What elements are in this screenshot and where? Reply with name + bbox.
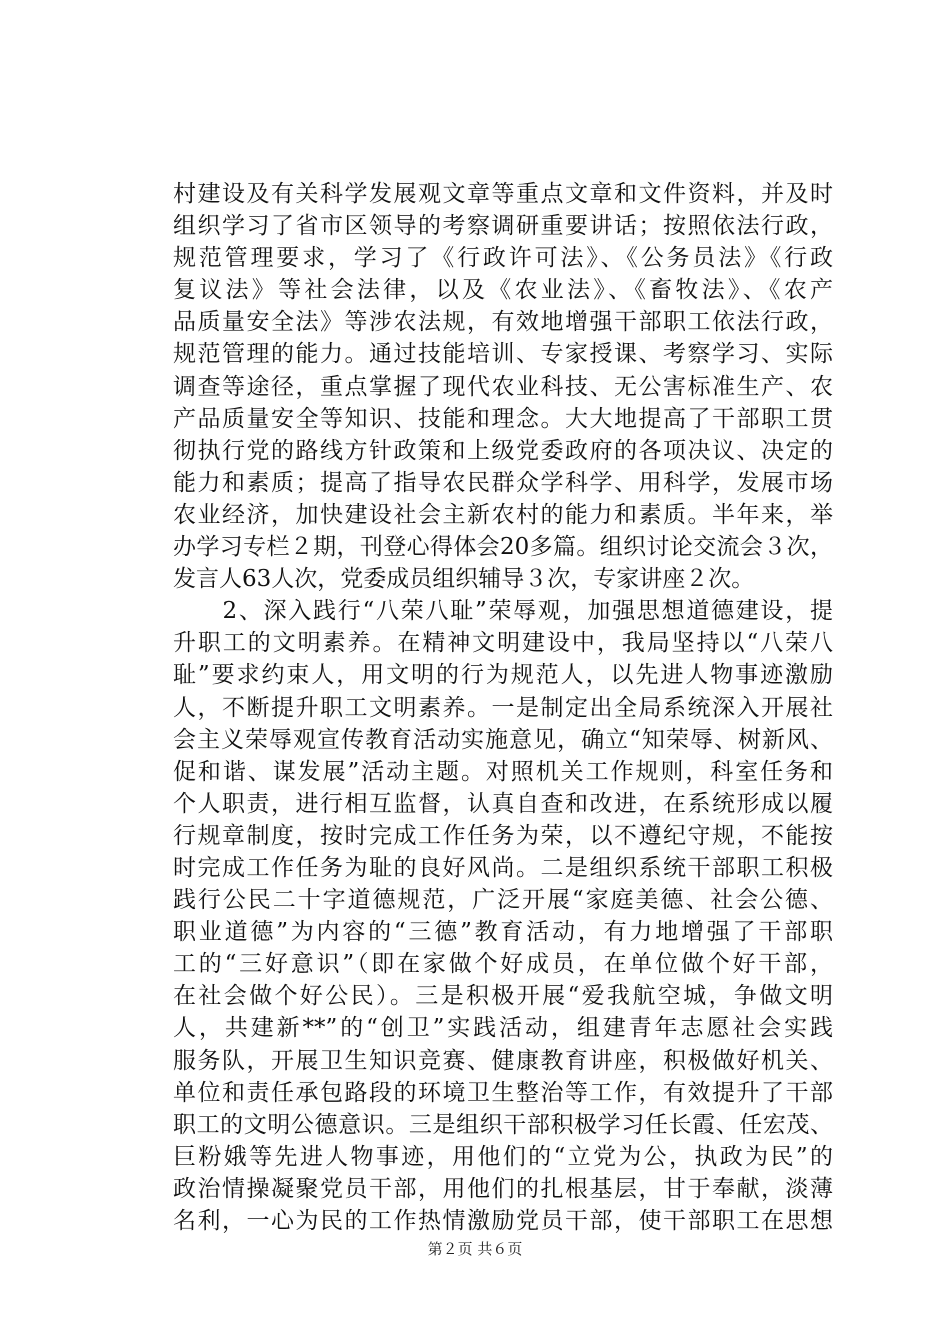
text-line: 单位和责任承包路段的环境卫生整治等工作，有效提升了干部 (173, 1079, 833, 1106)
text-line: 职业道德”为内容的“三德”教育活动，有力地增强了干部职 (173, 919, 833, 946)
text-line: 产品质量安全等知识、技能和理念。大大地提高了干部职工贯 (173, 405, 833, 432)
text-line: 促和谐、谋发展”活动主题。对照机关工作规则，科室任务和 (173, 758, 833, 785)
text-line: 践行公民二十字道德规范，广泛开展“家庭美德、社会公德、 (173, 887, 833, 914)
text-line: 服务队，开展卫生知识竞赛、健康教育讲座，积极做好机关、 (173, 1047, 833, 1074)
text-line: 农业经济，加快建设社会主新农村的能力和素质。半年来，举 (173, 501, 833, 528)
text-line: 行规章制度，按时完成工作任务为荣，以不遵纪守规，不能按 (173, 822, 833, 849)
text-line: 人，共建新**”的“创卫”实践活动，组建青年志愿社会实践 (173, 1015, 833, 1042)
text-line: 会主义荣辱观宣传教育活动实施意见，确立“知荣辱、树新风、 (173, 726, 833, 753)
text-line: 规范管理要求，学习了《行政许可法》、《公务员法》《行政 (173, 245, 833, 272)
text-line: 耻”要求约束人，用文明的行为规范人，以先进人物事迹激励 (173, 662, 833, 689)
text-line: 巨粉娥等先进人物事迹，用他们的“立党为公，执政为民”的 (173, 1143, 833, 1170)
text-line: 2、深入践行“八荣八耻”荣辱观，加强思想道德建设，提 (173, 598, 833, 625)
text-line: 政治情操凝聚党员干部，用他们的扎根基层，甘于奉献，淡薄 (173, 1175, 833, 1202)
text-line: 规范管理的能力。通过技能培训、专家授课、考察学习、实际 (173, 341, 833, 368)
text-line: 时完成工作任务为耻的良好风尚。二是组织系统干部职工积极 (173, 854, 833, 881)
text-line: 彻执行党的路线方针政策和上级党委政府的各项决议、决定的 (173, 437, 833, 464)
text-line: 职工的文明公德意识。三是组织干部积极学习任长霞、任宏茂、 (173, 1111, 833, 1138)
text-line: 品质量安全法》等涉农法规，有效地增强干部职工依法行政， (173, 309, 833, 336)
text-line: 组织学习了省市区领导的考察调研重要讲话；按照依法行政， (173, 213, 833, 240)
text-line: 调查等途径，重点掌握了现代农业科技、无公害标准生产、农 (173, 373, 833, 400)
text-line: 人，不断提升职工文明素养。一是制定出全局系统深入开展社 (173, 694, 833, 721)
document-body (173, 178, 833, 1237)
text-line: 在社会做个好公民）。三是积极开展“爱我航空城，争做文明 (173, 983, 833, 1010)
text-line: 复议法》等社会法律，以及《农业法》、《畜牧法》、《农产 (173, 277, 833, 304)
text-line: 能力和素质；提高了指导农民群众学科学、用科学，发展市场 (173, 469, 833, 496)
text-line: 个人职责，进行相互监督，认真自查和改进，在系统形成以履 (173, 790, 833, 817)
text-line: 名利，一心为民的工作热情激励党员干部，使干部职工在思想 (173, 1208, 833, 1234)
text-line: 办学习专栏２期，刊登心得体会20多篇。组织讨论交流会３次， (173, 534, 833, 561)
text-line: 升职工的文明素养。在精神文明建设中，我局坚持以“八荣八 (173, 630, 833, 657)
page-footer: 第２页 共６页 (427, 1240, 523, 1258)
text-line: 村建设及有关科学发展观文章等重点文章和文件资料，并及时 (173, 181, 833, 207)
text-line: 工的“三好意识”（即在家做个好成员，在单位做个好干部， (173, 951, 833, 978)
text-line: 发言人63人次，党委成员组织辅导３次，专家讲座２次。 (173, 566, 755, 593)
